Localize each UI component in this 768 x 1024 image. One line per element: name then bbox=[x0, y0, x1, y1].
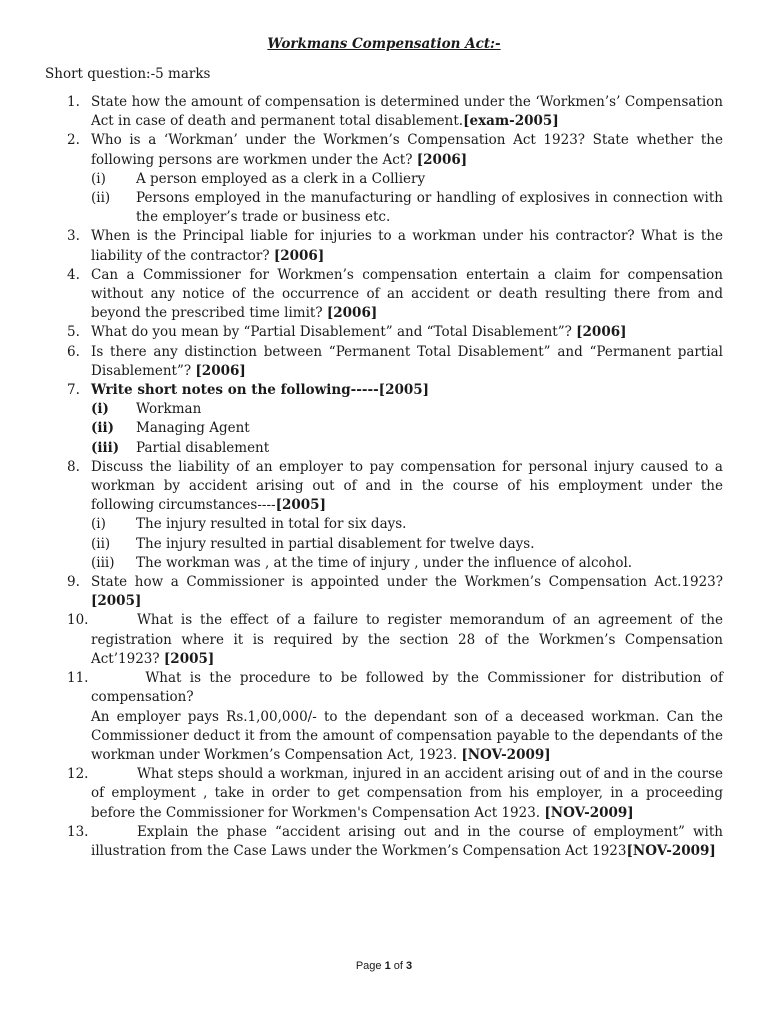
question-item: 6. Is there any distinction between “Permanent Total Disablement” and “Permanent partial Disablement”? [2006] bbox=[67, 343, 723, 379]
sub-item: (ii) Managing Agent bbox=[91, 420, 250, 437]
question-item: 5. What do you mean by “Partial Disablement” and “Total Disablement”? [2006] bbox=[67, 324, 627, 341]
question-list bbox=[45, 93, 723, 861]
sub-item: (i) The injury resulted in total for six days. bbox=[91, 516, 407, 533]
question-item: 2. Who is a ‘Workman’ under the Workmen’s Compensation Act 1923? State whether the following persons are workmen under the Act? [2006] bbox=[67, 132, 723, 168]
question-item: 12. What steps should a workman, injured in an accident arising out of and in the course of employment , take in order to get compensation from his employer, in a proceeding before the Commissioner for Workmen's Compensation Act 1923. [NOV-2009] bbox=[67, 766, 723, 821]
sub-item: (iii) The workman was , at the time of injury , under the influence of alcohol. bbox=[91, 554, 633, 571]
sub-item: (i) A person employed as a clerk in a Colliery bbox=[91, 170, 426, 187]
page-footer: Page 1 of 3 bbox=[355, 960, 413, 972]
question-extra: An employer pays Rs.1,00,000/- to the dependant son of a deceased workman. Can the Commissioner deduct it from the amount of compensation payable to the dependants of the workman under Workmen’s Compensation Act, 1923. [NOV-2009] bbox=[91, 708, 723, 763]
question-item: 1. State how the amount of compensation is determined under the ‘Workmen’s’ Compensation Act in case of death and permanent total disablement.[exam-2005] bbox=[67, 94, 723, 130]
question-subitems bbox=[45, 170, 723, 228]
question-item: 7. Write short notes on the following-----[2005] bbox=[67, 382, 430, 399]
question-item: 3. When is the Principal liable for injuries to a workman under his contractor? What is the liability of the contractor? [2006] bbox=[67, 228, 723, 264]
question-subitems bbox=[45, 515, 723, 573]
sub-item: (i) Workman bbox=[91, 401, 202, 418]
question-subitems bbox=[45, 400, 723, 458]
sub-item: (ii) The injury resulted in partial disablement for twelve days. bbox=[91, 535, 535, 552]
page-title: Workmans Compensation Act:- bbox=[267, 36, 501, 52]
question-item: 10. What is the effect of a failure to register memorandum of an agreement of the registration where it is required by the section 28 of the Workmen’s Compensation Act’1923? [2005] bbox=[67, 612, 723, 667]
question-item: 11. What is the procedure to be followed by the Commissioner for distribution of compensation? bbox=[67, 670, 723, 706]
question-item: 9. State how a Commissioner is appointed under the Workmen’s Compensation Act.1923? [2005] bbox=[67, 574, 723, 610]
question-item: 8. Discuss the liability of an employer to pay compensation for personal injury caused to a workman by accident arising out of and in the course of his employment under the following circumstances----[2005] bbox=[67, 458, 723, 514]
section-subtitle: Short question:-5 marks bbox=[45, 66, 211, 82]
question-item: 13. Explain the phase “accident arising out and in the course of employment” with illustration from the Case Laws under the Workmen’s Compensation Act 1923[NOV-2009] bbox=[67, 823, 723, 859]
sub-item: (ii) Persons employed in the manufacturing or handling of explosives in connection with the employer’s trade or business etc. bbox=[91, 190, 723, 226]
question-item: 4. Can a Commissioner for Workmen’s compensation entertain a claim for compensation without any notice of the occurrence of an accident or death resulting there from and beyond the prescribed time limit? [2006] bbox=[67, 266, 723, 322]
sub-item: (iii) Partial disablement bbox=[91, 439, 270, 456]
